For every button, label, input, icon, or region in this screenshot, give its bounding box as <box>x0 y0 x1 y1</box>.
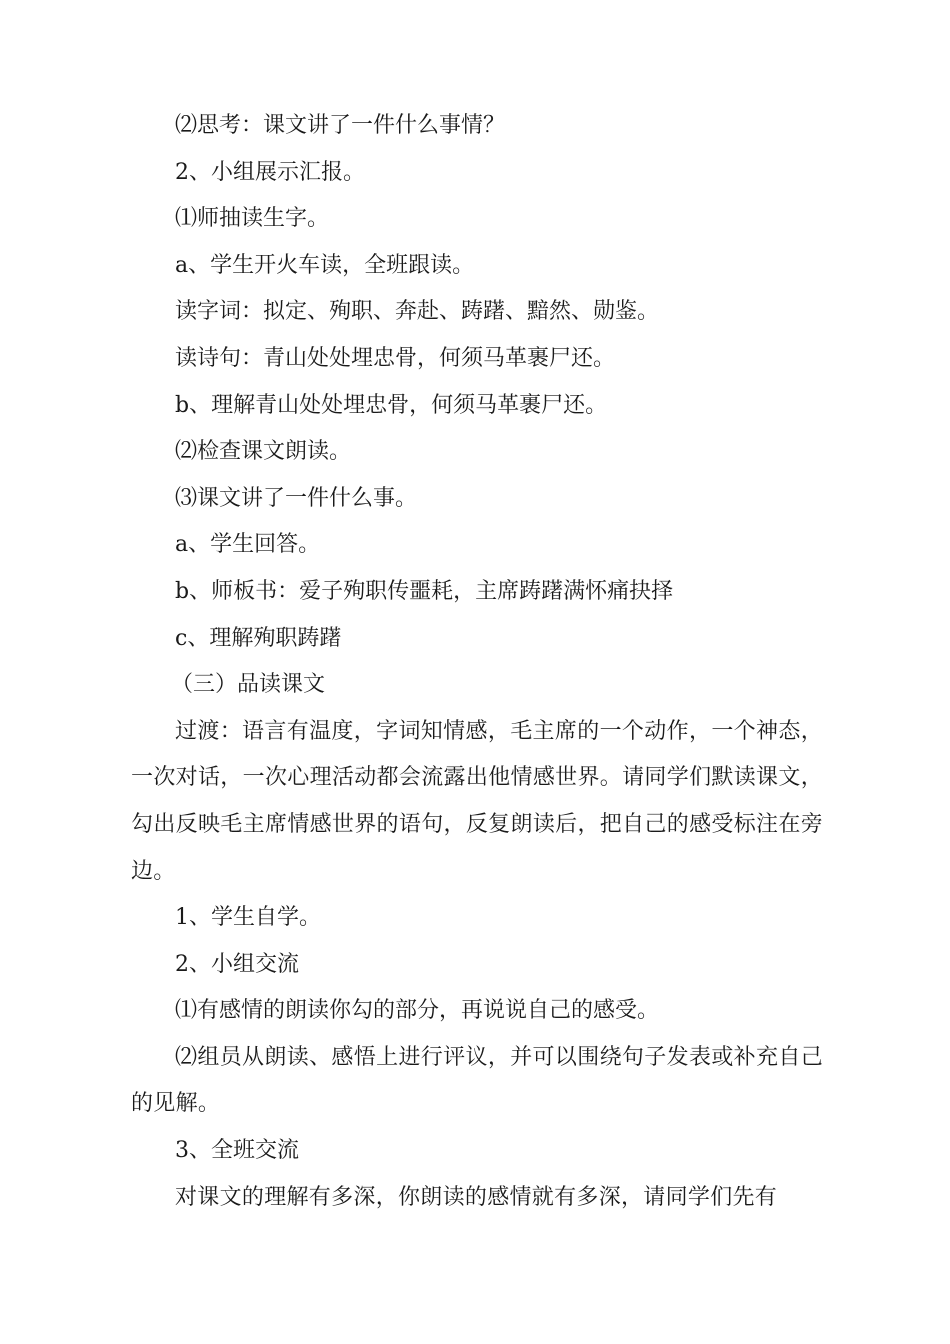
document-page <box>131 103 831 1221</box>
text-line: b、师板书：爱子殉职传噩耗，主席踌躇满怀痛抉择 <box>175 578 674 604</box>
text-line: 2、小组展示汇报。 <box>175 159 365 185</box>
text-line: ⑴有感情的朗读你勾的部分，再说说自己的感受。 <box>175 998 660 1024</box>
paragraph: ⑵组员从朗读、感悟上进行评议，并可以围绕句子发表或补充自己的见解。 <box>131 1044 823 1117</box>
paragraph: 过渡：语言有温度，字词知情感，毛主席的一个动作，一个神态，一次对话，一次心理活动都会流露出他情感世界。请同学们默读课文，勾出反映毛主席情感世界的语句，反复朗读后，把自己的感受标注在旁边。 <box>131 718 823 884</box>
paragraph: 对课文的理解有多深，你朗读的感情就有多深，请同学们先有 <box>175 1184 778 1210</box>
text-line: ⑴师抽读生字。 <box>175 206 330 232</box>
text-line: ⑵检查课文朗读。 <box>175 439 352 465</box>
text-line: 2、小组交流 <box>175 951 299 977</box>
text-line: a、学生回答。 <box>175 532 321 558</box>
text-line: 1、学生自学。 <box>175 905 321 931</box>
text-line: 读字词：拟定、殉职、奔赴、踌躇、黯然、勋鉴。 <box>175 299 660 325</box>
text-line: b、理解青山处处埋忠骨，何须马革裹尸还。 <box>175 392 608 418</box>
text-line: ⑶课文讲了一件什么事。 <box>175 485 418 511</box>
section-heading: （三）品读课文 <box>171 672 326 698</box>
text-line: c、理解殉职踌躇 <box>175 625 342 651</box>
text-line: 3、全班交流 <box>175 1138 299 1164</box>
text-line: ⑵思考：课文讲了一件什么事情？ <box>175 113 506 138</box>
text-line: a、学生开火车读，全班跟读。 <box>175 252 475 278</box>
text-line: 读诗句：青山处处埋忠骨，何须马革裹尸还。 <box>175 345 616 371</box>
